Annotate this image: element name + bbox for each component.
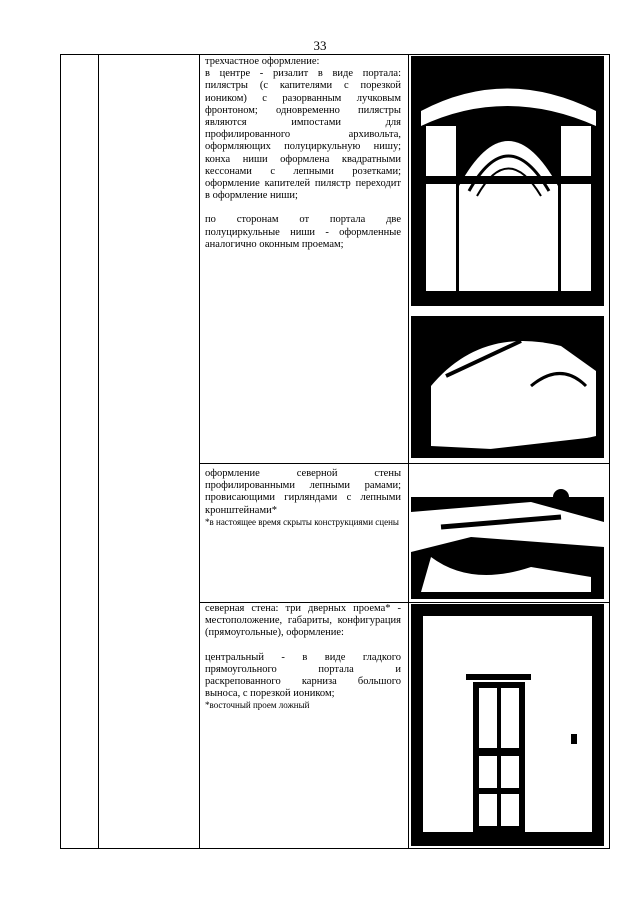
paragraph: в центре - ризалит в виде портала: пилястры (с капителями с порезкой иоником) с разорванным лучковым фронтоном; одновременно пилястры являются импостами для профилированного архивольта, оформляющих полуциркульную нишу; конха ниши оформлена квадратными кессонами с лепными розетками; оформление капителей пилястр переходит в оформление ниши; bbox=[205, 68, 401, 202]
page-number: 33 bbox=[313, 38, 327, 53]
row-3-text bbox=[205, 603, 401, 711]
document-table bbox=[60, 54, 610, 849]
paragraph: северная стена: три дверных проема* - местоположение, габариты, конфигурация (прямоугольные), оформление: bbox=[205, 603, 401, 639]
paragraph: трехчастное оформление: bbox=[205, 56, 320, 67]
footnote: *в настоящее время скрыты конструкциями сцены bbox=[205, 516, 399, 527]
column-border bbox=[609, 54, 610, 849]
column-border bbox=[98, 54, 99, 849]
column-border bbox=[199, 54, 200, 849]
row-2-text bbox=[205, 468, 401, 528]
row-1-text bbox=[205, 56, 401, 251]
table-top-border bbox=[60, 54, 610, 55]
table-bottom-border bbox=[60, 848, 610, 849]
column-border bbox=[60, 54, 61, 849]
row-divider bbox=[199, 463, 610, 464]
paragraph: по сторонам от портала две полуциркульные ниши - оформленные аналогично оконным проемам; bbox=[205, 214, 401, 250]
north-wall-frames-photo bbox=[411, 467, 604, 599]
paragraph: оформление северной стены профилированными лепными рамами; провисающими гирляндами с лепными кронштейнами* bbox=[205, 468, 401, 516]
portal-niche-photo bbox=[411, 56, 604, 306]
side-niche-photo bbox=[411, 316, 604, 458]
central-door-photo bbox=[411, 604, 604, 846]
footnote: *восточный проем ложный bbox=[205, 700, 310, 711]
column-border bbox=[408, 54, 409, 849]
paragraph: центральный - в виде гладкого прямоугольного портала и раскрепованного карниза большого выноса, с порезкой иоником; bbox=[205, 651, 401, 700]
